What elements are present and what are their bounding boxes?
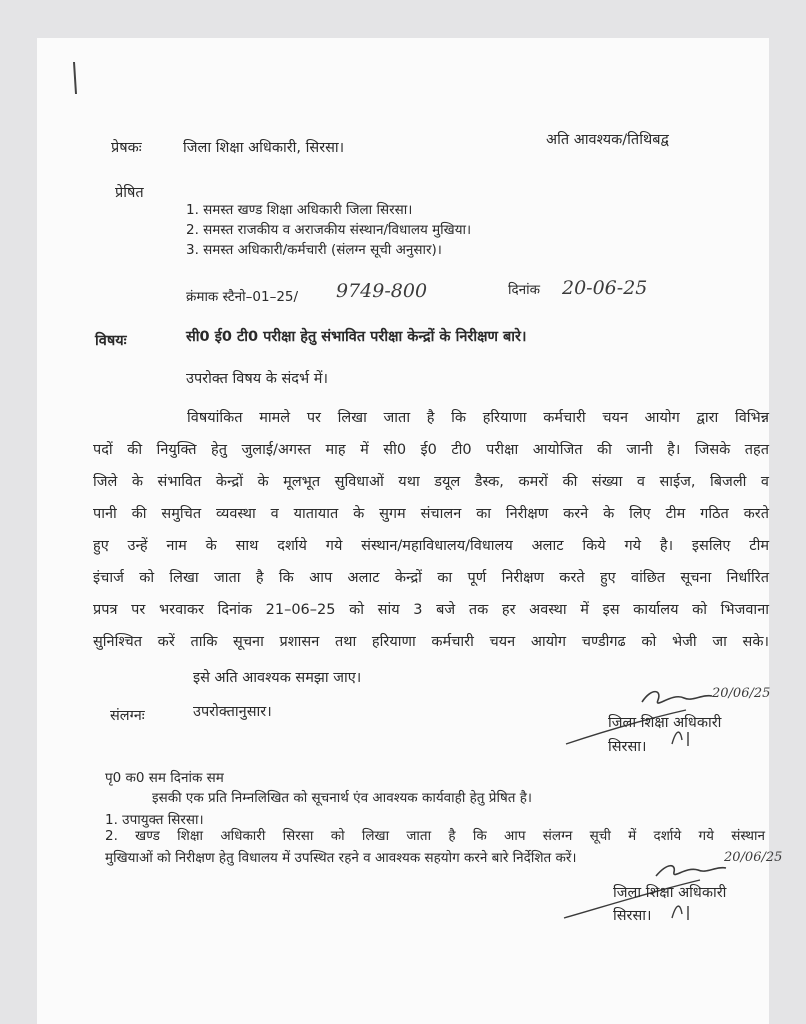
sender: जिला शिक्षा अधिकारी, सिरसा। xyxy=(183,140,345,156)
recipient-1: 1. समस्त खण्ड शिक्षा अधिकारी जिला सिरसा। xyxy=(186,202,413,218)
subject-text: सी0 ई0 टी0 परीक्षा हेतु संभावित परीक्षा केन्द्रों के निरीक्षण बारे। xyxy=(186,329,527,345)
signature-2-place: सिरसा। xyxy=(613,908,652,924)
paragraph-line: जिले के संभावित केन्द्रों के मूलभूत सुविधाओं यथा डयूल डैस्क, कमरों की संख्या व साईज, बिजली व xyxy=(93,474,769,490)
paragraph-line: सुनिश्चित करें ताकि सूचना प्रशासन तथा हरियाणा कर्मचारी चयन आयोग चण्डीगढ को भेजी जा सके। xyxy=(93,634,769,650)
urgent-note: इसे अति आवश्यक समझा जाए। xyxy=(193,670,362,686)
endorsement-ref: पृ0 क0 सम दिनांक सम xyxy=(105,770,224,786)
handwritten-date: 20-06-25 xyxy=(562,277,648,299)
paragraph-line: इंचार्ज को लिखा जाता है कि आप अलाट केन्द्रों का पूर्ण निरीक्षण करते हुए वांछित सूचना निर्धारित xyxy=(93,570,769,586)
enclosure-label: संलग्नः xyxy=(110,708,145,724)
paragraph-line: प्रपत्र पर भरवाकर दिनांक 21–06–25 को सांय 3 बजे तक हर अवस्था में इस कार्यालय को भिजवाना xyxy=(93,602,769,618)
paragraph-line: पदों की नियुक्ति हेतु जुलाई/अगस्त माह में सी0 ई0 टी0 परीक्षा आयोजित की जानी है। जिसके तहत xyxy=(93,442,769,458)
date-label: दिनांक xyxy=(508,282,541,298)
recipient-label: प्रेषित xyxy=(115,185,144,201)
signature-1-date: 20/06/25 xyxy=(712,686,771,701)
signature-2-title: जिला शिक्षा अधिकारी xyxy=(613,885,727,901)
pen-mark xyxy=(70,60,80,96)
enclosure-value: उपरोक्तानुसार। xyxy=(193,704,272,720)
context-line: उपरोक्त विषय के संदर्भ में। xyxy=(186,371,328,387)
reference-prefix: क्रंमाक स्टैनो–01–25/ xyxy=(186,289,299,305)
paragraph-line: विषयांकित मामले पर लिखा जाता है कि हरियाणा कर्मचारी चयन आयोग द्वारा विभिन्न xyxy=(187,410,769,426)
paragraph-line: पानी की समुचित व्यवस्था व यातायात के सुगम संचालन का निरीक्षण करने के लिए टीम गठित करते xyxy=(93,506,769,522)
body-paragraph xyxy=(93,402,769,658)
signature-2-date: 20/06/25 xyxy=(724,850,783,865)
recipient-2: 2. समस्त राजकीय व अराजकीय संस्थान/विधालय मुखिया। xyxy=(186,222,472,238)
subject-label: विषयः xyxy=(95,333,127,349)
signature-1-title: जिला शिक्षा अधिकारी xyxy=(608,715,722,731)
recipient-3: 3. समस्त अधिकारी/कर्मचारी (संलग्न सूची अनुसार)। xyxy=(186,242,442,258)
endorsement-intro: इसकी एक प्रति निम्नलिखित को सूचनार्थ एंव आवश्यक कार्यवाही हेतु प्रेषित है। xyxy=(152,790,533,806)
priority-label: अति आवश्यक/तिथिबद्व xyxy=(546,132,669,148)
sender-label: प्रेषकः xyxy=(111,140,142,156)
endorsement-item-1: 1. उपायुक्त सिरसा। xyxy=(105,812,204,828)
handwritten-ref-number: 9749-800 xyxy=(336,280,428,302)
endorsement-line: मुखियाओं को निरीक्षण हेतु विधालय में उपस्थित रहने व आवश्यक सहयोग करने बारे निर्देशित करें। xyxy=(105,850,577,866)
endorsement-line: 2. खण्ड शिक्षा अधिकारी सिरसा को लिखा जाता है कि आप संलग्न सूची में दर्शाये गये संस्थान xyxy=(105,828,765,844)
paragraph-line: हुए उन्हें नाम के साथ दर्शाये गये संस्थान/महाविधालय/विधालय अलाट किये गये है। इसलिए टीम xyxy=(93,538,769,554)
signature-1-place: सिरसा। xyxy=(608,739,647,755)
